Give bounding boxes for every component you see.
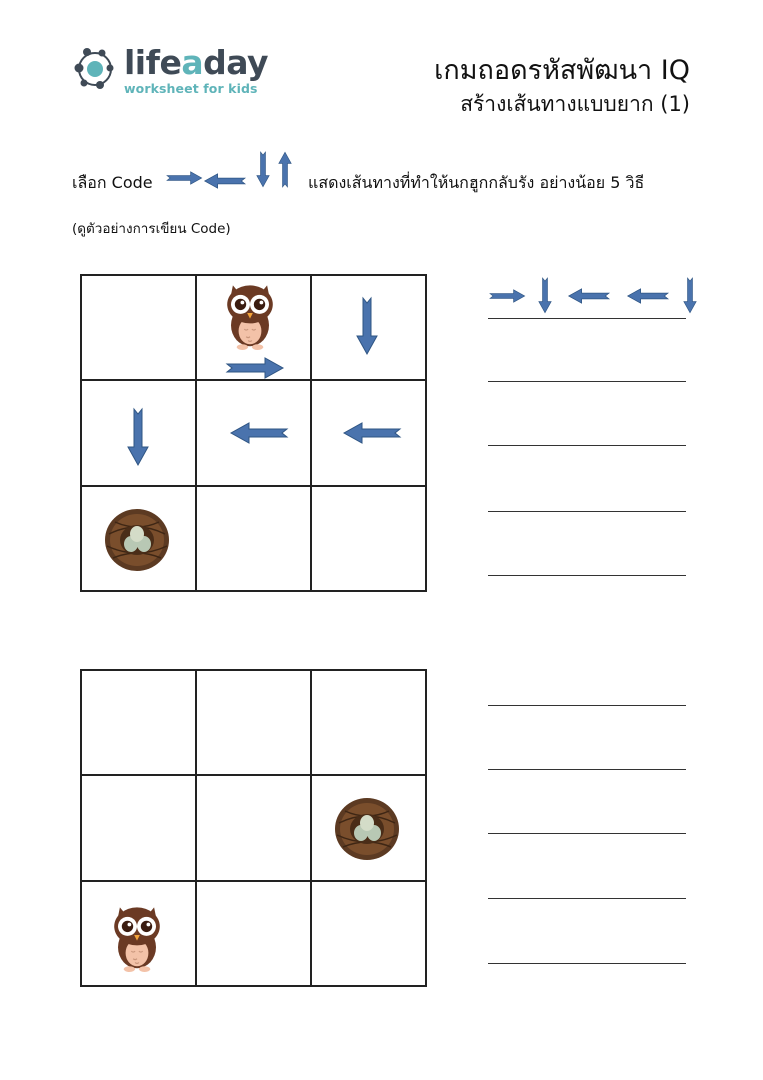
grid2-cell-2-1[interactable] xyxy=(196,881,311,986)
grid2-cell-0-1[interactable] xyxy=(196,670,311,775)
grid2-cell-1-2[interactable] xyxy=(311,775,426,880)
down-arrow-icon xyxy=(684,278,696,313)
grid1-cell-2-0[interactable] xyxy=(81,486,196,591)
right-arrow-icon xyxy=(490,290,525,302)
nest-icon xyxy=(105,509,169,571)
grid2-cell-1-1[interactable] xyxy=(196,775,311,880)
answer-line-1-3[interactable] xyxy=(488,445,686,446)
answer-line-1-1[interactable] xyxy=(488,318,686,319)
grid2-cell-0-0[interactable] xyxy=(81,670,196,775)
right-arrow-icon xyxy=(167,172,202,184)
grid2-cell-2-2[interactable] xyxy=(311,881,426,986)
logo-icon xyxy=(70,44,120,94)
example-note: (ดูตัวอย่างการเขียน Code) xyxy=(72,221,231,237)
example-code-sequence xyxy=(486,276,700,316)
page-title: เกมถอดรหัสพัฒนา IQ xyxy=(434,55,690,86)
grid1-cell-1-1[interactable] xyxy=(196,380,311,485)
grid-puzzle-2 xyxy=(80,669,427,987)
down-arrow-icon xyxy=(539,278,551,313)
grid1-cell-2-1[interactable] xyxy=(196,486,311,591)
answer-line-2-3[interactable] xyxy=(488,833,686,834)
nest-icon xyxy=(335,798,399,860)
answer-line-2-1[interactable] xyxy=(488,705,686,706)
left-arrow-icon xyxy=(231,423,287,443)
grid-puzzle-1 xyxy=(80,274,427,592)
code-legend xyxy=(165,150,300,190)
owl-icon xyxy=(114,907,160,972)
grid1-cell-1-2[interactable] xyxy=(311,380,426,485)
left-arrow-icon xyxy=(344,423,400,443)
left-arrow-icon xyxy=(569,289,609,303)
grid2-cell-1-0[interactable] xyxy=(81,775,196,880)
answer-line-2-4[interactable] xyxy=(488,898,686,899)
logo-tagline: worksheet for kids xyxy=(124,81,258,96)
answer-line-2-2[interactable] xyxy=(488,769,686,770)
answer-line-1-2[interactable] xyxy=(488,381,686,382)
grid1-cell-1-0[interactable] xyxy=(81,380,196,485)
down-arrow-icon xyxy=(257,152,269,187)
page-subtitle: สร้างเส้นทางแบบยาก (1) xyxy=(460,92,690,116)
grid1-cell-0-2[interactable] xyxy=(311,275,426,380)
owl-icon xyxy=(227,285,273,350)
right-arrow-icon xyxy=(227,358,283,378)
down-arrow-icon xyxy=(357,298,377,354)
left-arrow-icon xyxy=(628,289,668,303)
grid1-cell-0-0[interactable] xyxy=(81,275,196,380)
left-arrow-icon xyxy=(205,174,245,188)
up-arrow-icon xyxy=(279,152,291,187)
answer-line-1-4[interactable] xyxy=(488,511,686,512)
grid2-cell-0-2[interactable] xyxy=(311,670,426,775)
logo-wordmark: lifeaday xyxy=(124,43,269,82)
answer-line-1-5[interactable] xyxy=(488,575,686,576)
down-arrow-icon xyxy=(128,409,148,465)
instruction-text: แสดงเส้นทางที่ทำให้นกฮูกกลับรัง อย่างน้อย 5 วิธี xyxy=(308,173,645,192)
grid2-cell-2-0[interactable] xyxy=(81,881,196,986)
grid1-cell-2-2[interactable] xyxy=(311,486,426,591)
grid1-cell-0-1[interactable] xyxy=(196,275,311,380)
instruction-label: เลือก Code xyxy=(72,173,153,192)
answer-line-2-5[interactable] xyxy=(488,963,686,964)
